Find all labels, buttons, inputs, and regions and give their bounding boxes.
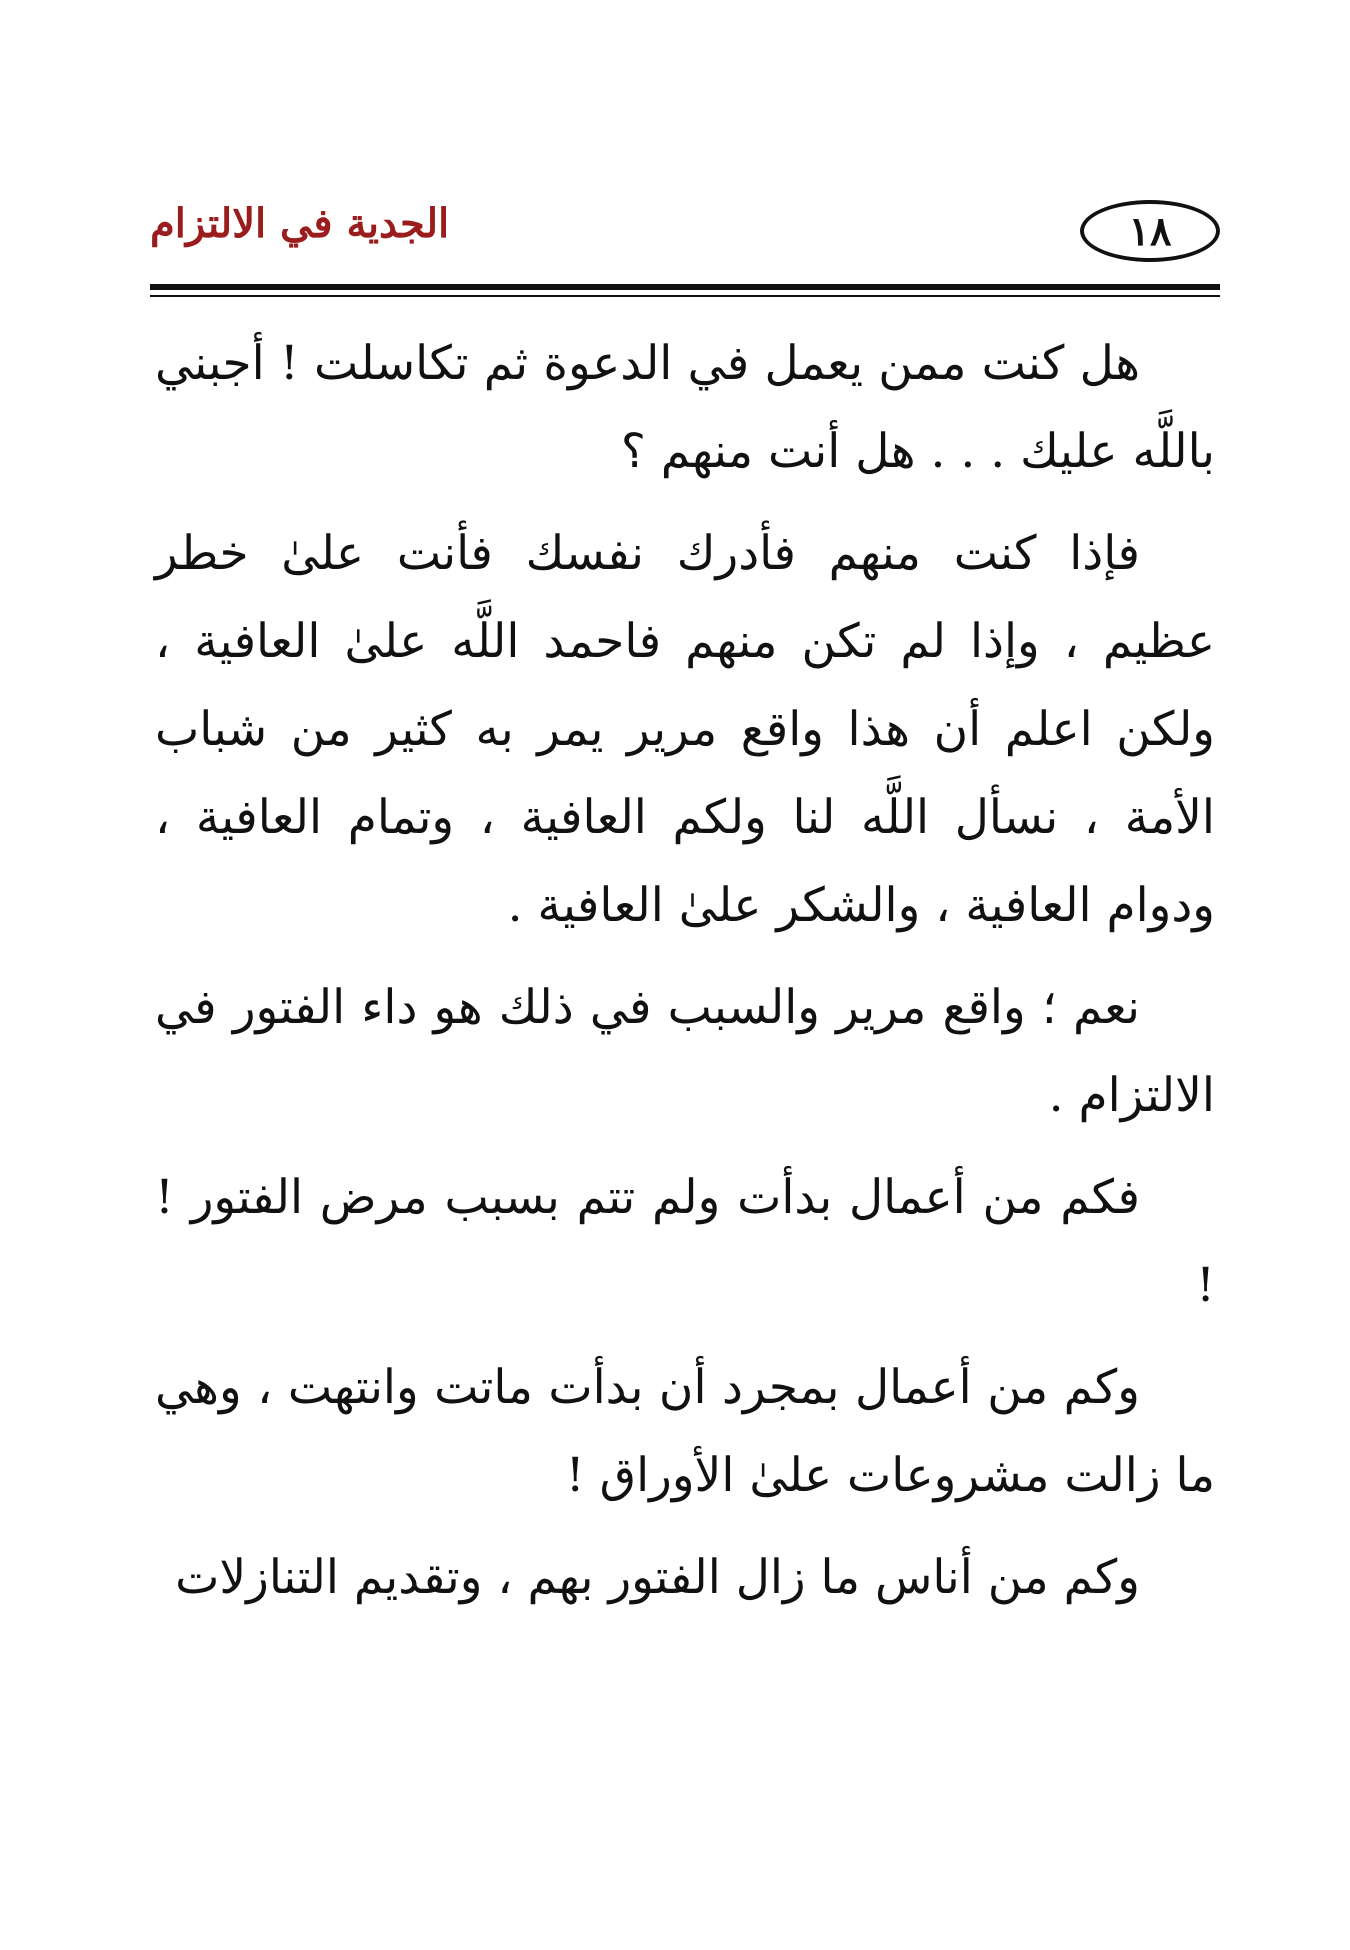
page-header [150,190,1220,280]
paragraph: وكم من أعمال بمجرد أن بدأت ماتت وانتهت ، وهي ما زالت مشروعات علىٰ الأوراق ! [155,1360,1215,1503]
running-title: الجدية في الالتزام [150,200,450,247]
page-number: ١٨ [1080,200,1220,262]
paragraph: فإذا كنت منهم فأدرك نفسك فأنت علىٰ خطر عظيم ، وإذا لم تكن منهم فاحمد اللَّه علىٰ العافية ، ولكن اعلم أن هذا واقع مرير يمر به كثير من شباب الأمة ، نسأل اللَّه لنا ولكم العافية ، وتمام العافية ، ودوام العافية ، والشكر علىٰ العافية . [155,526,1215,933]
paragraph: وكم من أناس ما زال الفتور بهم ، وتقديم التنازلات [175,1550,1140,1605]
header-rule-thin [150,295,1220,297]
paragraph: فكم من أعمال بدأت ولم تتم بسبب مرض الفتور ! ! [155,1170,1215,1313]
body-text [155,320,1215,1636]
paragraph: هل كنت ممن يعمل في الدعوة ثم تكاسلت ! أجبني باللَّه عليك . . . هل أنت منهم ؟ [155,336,1215,479]
paragraph: نعم ؛ واقع مرير والسبب في ذلك هو داء الفتور في الالتزام . [155,980,1215,1123]
header-rule-thick [150,284,1220,290]
